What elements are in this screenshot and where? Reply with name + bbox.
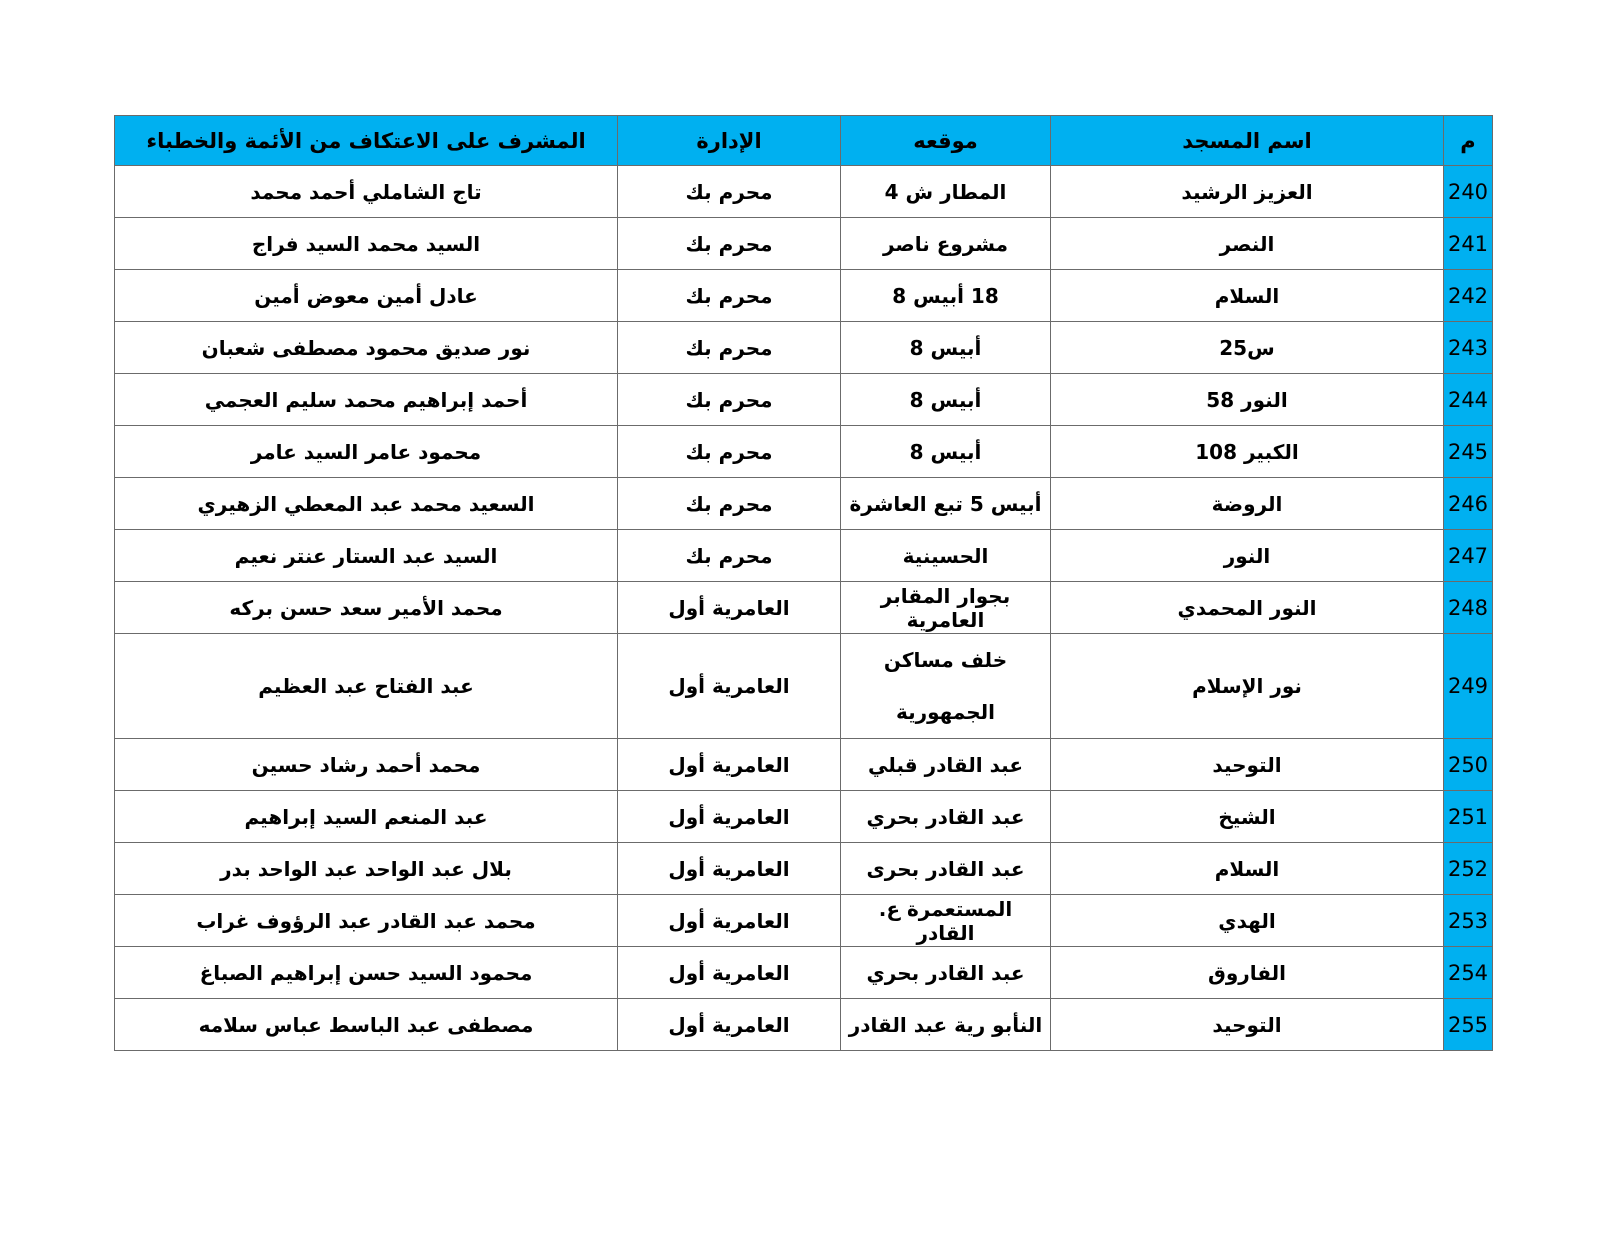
table-row (115, 739, 1493, 791)
table-row (115, 947, 1493, 999)
table-row (115, 166, 1493, 218)
supervisor-name: عبد الفتاح عبد العظيم (115, 634, 618, 739)
row-number: 241 (1444, 218, 1493, 270)
table-row (115, 374, 1493, 426)
table-row (115, 426, 1493, 478)
header-num: م (1444, 116, 1493, 166)
row-number: 248 (1444, 582, 1493, 634)
row-number: 247 (1444, 530, 1493, 582)
supervisor-name: محمد عبد القادر عبد الرؤوف غراب (115, 895, 618, 947)
mosque-location: عبد القادر بحري (841, 791, 1051, 843)
row-number: 249 (1444, 634, 1493, 739)
administration: محرم بك (618, 530, 841, 582)
mosque-location: النأبو رية عبد القادر (841, 999, 1051, 1051)
administration: محرم بك (618, 426, 841, 478)
mosque-location: أبيس 8 (841, 426, 1051, 478)
row-number: 243 (1444, 322, 1493, 374)
row-number: 240 (1444, 166, 1493, 218)
mosque-name: الشيخ (1051, 791, 1444, 843)
administration: محرم بك (618, 166, 841, 218)
header-supervisor: المشرف على الاعتكاف من الأئمة والخطباء (115, 116, 618, 166)
table-row (115, 999, 1493, 1051)
administration: محرم بك (618, 218, 841, 270)
mosque-name: النور 58 (1051, 374, 1444, 426)
mosque-location: عبد القادر قبلي (841, 739, 1051, 791)
mosque-name: س25 (1051, 322, 1444, 374)
mosque-name: النصر (1051, 218, 1444, 270)
mosque-name: السلام (1051, 843, 1444, 895)
mosque-name: الهدي (1051, 895, 1444, 947)
supervisor-name: عبد المنعم السيد إبراهيم (115, 791, 618, 843)
header-administration: الإدارة (618, 116, 841, 166)
row-number: 242 (1444, 270, 1493, 322)
row-number: 252 (1444, 843, 1493, 895)
table-row (115, 322, 1493, 374)
supervisor-name: أحمد إبراهيم محمد سليم العجمي (115, 374, 618, 426)
mosque-name: التوحيد (1051, 739, 1444, 791)
mosque-location (841, 634, 1051, 739)
supervisor-name: محمود عامر السيد عامر (115, 426, 618, 478)
row-number: 255 (1444, 999, 1493, 1051)
mosque-name: نور الإسلام (1051, 634, 1444, 739)
header-row (115, 116, 1493, 166)
table-row (115, 895, 1493, 947)
administration: العامرية أول (618, 843, 841, 895)
administration: العامرية أول (618, 582, 841, 634)
mosque-name: العزيز الرشيد (1051, 166, 1444, 218)
administration: العامرية أول (618, 999, 841, 1051)
mosque-location: مشروع ناصر (841, 218, 1051, 270)
administration: محرم بك (618, 270, 841, 322)
document-page (114, 115, 1492, 1051)
administration: محرم بك (618, 374, 841, 426)
row-number: 254 (1444, 947, 1493, 999)
table-header (115, 116, 1493, 166)
mosque-location: الحسينية (841, 530, 1051, 582)
table-row (115, 843, 1493, 895)
table-row (115, 478, 1493, 530)
mosque-name: الروضة (1051, 478, 1444, 530)
table-row (115, 582, 1493, 634)
supervisor-name: محمود السيد حسن إبراهيم الصباغ (115, 947, 618, 999)
row-number: 251 (1444, 791, 1493, 843)
table-row (115, 634, 1493, 739)
table-row (115, 270, 1493, 322)
supervisor-name: محمد الأمير سعد حسن بركه (115, 582, 618, 634)
supervisor-name: نور صديق محمود مصطفى شعبان (115, 322, 618, 374)
mosque-location: المطار ش 4 (841, 166, 1051, 218)
row-number: 244 (1444, 374, 1493, 426)
supervisor-name: بلال عبد الواحد عبد الواحد بدر (115, 843, 618, 895)
administration: العامرية أول (618, 634, 841, 739)
header-location: موقعه (841, 116, 1051, 166)
mosque-location: أبيس 8 (841, 374, 1051, 426)
mosque-name: الكبير 108 (1051, 426, 1444, 478)
mosque-name: النور المحمدي (1051, 582, 1444, 634)
administration: محرم بك (618, 322, 841, 374)
row-number: 250 (1444, 739, 1493, 791)
mosque-location: عبد القادر بحري (841, 947, 1051, 999)
supervisor-name: تاج الشاملي أحمد محمد (115, 166, 618, 218)
administration: العامرية أول (618, 895, 841, 947)
row-number: 253 (1444, 895, 1493, 947)
administration: محرم بك (618, 478, 841, 530)
mosque-location: عبد القادر بحرى (841, 843, 1051, 895)
header-mosque-name: اسم المسجد (1051, 116, 1444, 166)
mosque-name: الفاروق (1051, 947, 1444, 999)
mosque-location-text: خلف مساكن الجمهورية (883, 648, 1008, 724)
administration: العامرية أول (618, 791, 841, 843)
supervisor-name: عادل أمين معوض أمين (115, 270, 618, 322)
supervisor-name: السعيد محمد عبد المعطي الزهيري (115, 478, 618, 530)
mosque-location: المستعمرة ع. القادر (841, 895, 1051, 947)
row-number: 245 (1444, 426, 1493, 478)
mosque-location: 18 أبيس 8 (841, 270, 1051, 322)
supervisor-name: مصطفى عبد الباسط عباس سلامه (115, 999, 618, 1051)
supervisor-name: محمد أحمد رشاد حسين (115, 739, 618, 791)
table-row (115, 530, 1493, 582)
administration: العامرية أول (618, 947, 841, 999)
supervisor-name: السيد عبد الستار عنتر نعيم (115, 530, 618, 582)
supervisor-name: السيد محمد السيد فراج (115, 218, 618, 270)
administration: العامرية أول (618, 739, 841, 791)
row-number: 246 (1444, 478, 1493, 530)
mosque-name: النور (1051, 530, 1444, 582)
mosques-table (114, 115, 1493, 1051)
mosque-location: بجوار المقابر العامرية (841, 582, 1051, 634)
table-body (115, 166, 1493, 1051)
table-row (115, 791, 1493, 843)
mosque-name: التوحيد (1051, 999, 1444, 1051)
table-row (115, 218, 1493, 270)
mosque-location: أبيس 8 (841, 322, 1051, 374)
mosque-name: السلام (1051, 270, 1444, 322)
mosque-location: أبيس 5 تبع العاشرة (841, 478, 1051, 530)
